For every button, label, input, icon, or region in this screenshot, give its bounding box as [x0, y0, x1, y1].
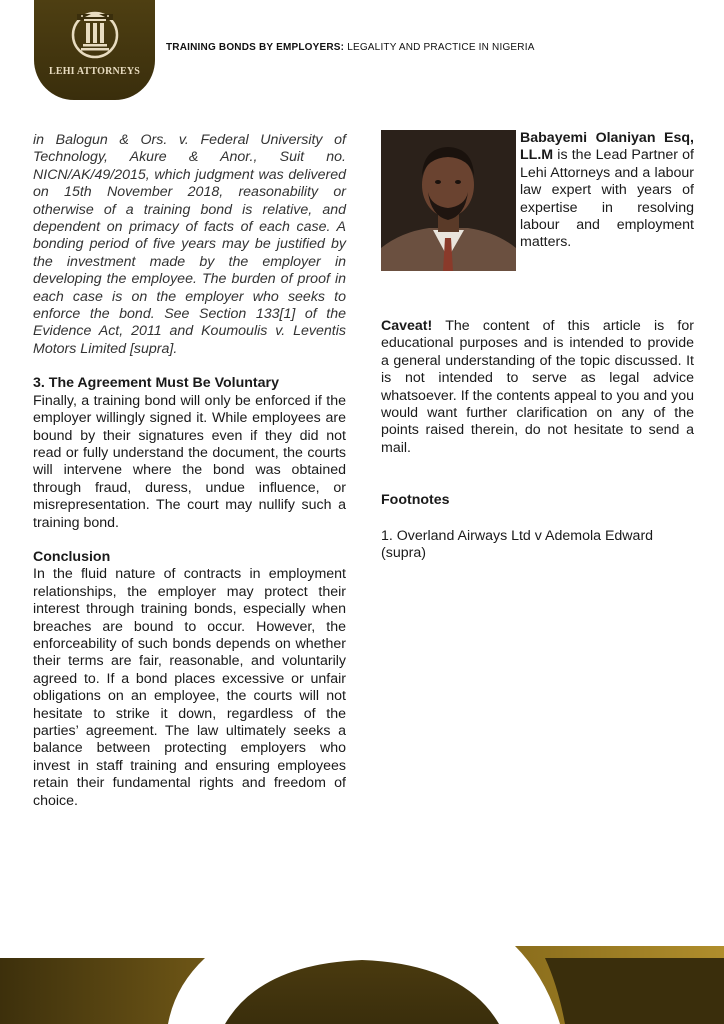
conclusion-body: In the fluid nature of contracts in employment relationships, the employer may protect their interest through training bonds, especially when breaches are bound to occur. However, the enforceability of such bonds depends on whether their terms are fair, reasonable, and voluntarily agreed to. If a bond places excessive or unfair obligations on an employee, the courts will not hesitate to strike it down, regardless of the parties’ agreement. The law ultimately seeks a balance between protecting employers who invest in staff training and ensuring employees retain their fundamental rights and freedom of choice.	[33, 566, 346, 809]
logo	[34, 0, 155, 100]
caveat-paragraph	[381, 318, 694, 457]
author-name: Babayemi Olaniyan Esq, LL.M	[520, 130, 694, 164]
conclusion-heading: Conclusion	[33, 548, 111, 565]
pillar-logo-icon	[68, 8, 122, 64]
section-3-body: Finally, a training bond will only be enforced if the employer willingly signed it. While employees are bound by their signatures even if they did not read or fully understand the document, the courts will intervene where the bond was obtained through fraud, duress, undue influence, or misrepresentation. The court may nullify such a training bond.	[33, 392, 346, 531]
footer-decoration	[0, 946, 724, 1024]
caveat-text: The content of this article is for educational purposes and is intended to provide a general understanding of the topic discussed. It is not intended to serve as legal advice whatsoever. If the contents appeal to you and you would want further clarification on any of the points raised therein, do not hesitate to send a mail.	[381, 318, 694, 456]
left-column	[33, 132, 346, 810]
intro-paragraph: in Balogun & Ors. v. Federal University of Technology, Akure & Anor., Suit no. NICN/AK/49/2015, which judgment was delivered on 15th November 2018, reasonability or otherwise of a training bond is relative, and dependent on primacy of facts of each case. A bonding period of five years may be justified by the investment made by the employer in developing the employee. The burden of proof in each case is on the employer who seeks to enforce the bond. See Section 133[1] of the Evidence Act, 2011 and Koumoulis v. Leventis Motors Limited [supra].	[33, 132, 346, 357]
author-portrait-icon	[381, 130, 516, 271]
footnotes-heading: Footnotes	[381, 492, 450, 508]
section-3-heading: 3. The Agreement Must Be Voluntary	[33, 375, 279, 392]
footnote-item: 1. Overland Airways Ltd v Ademola Edward (supra)	[381, 528, 654, 562]
header-title-bold: TRAINING BONDS BY EMPLOYERS:	[166, 42, 345, 53]
author-photo	[381, 130, 516, 271]
header-title-rest: LEGALITY AND PRACTICE IN NIGERIA	[344, 42, 535, 53]
caveat-label: Caveat!	[381, 318, 433, 334]
author-bio-text: is the Lead Partner of Lehi Attorneys and a labour law expert with years of expertise in resolving labour and employment matters.	[520, 147, 694, 251]
author-bio	[520, 130, 694, 252]
logo-text: LEHI ATTORNEYS	[48, 66, 141, 77]
page-header-title	[166, 42, 535, 53]
